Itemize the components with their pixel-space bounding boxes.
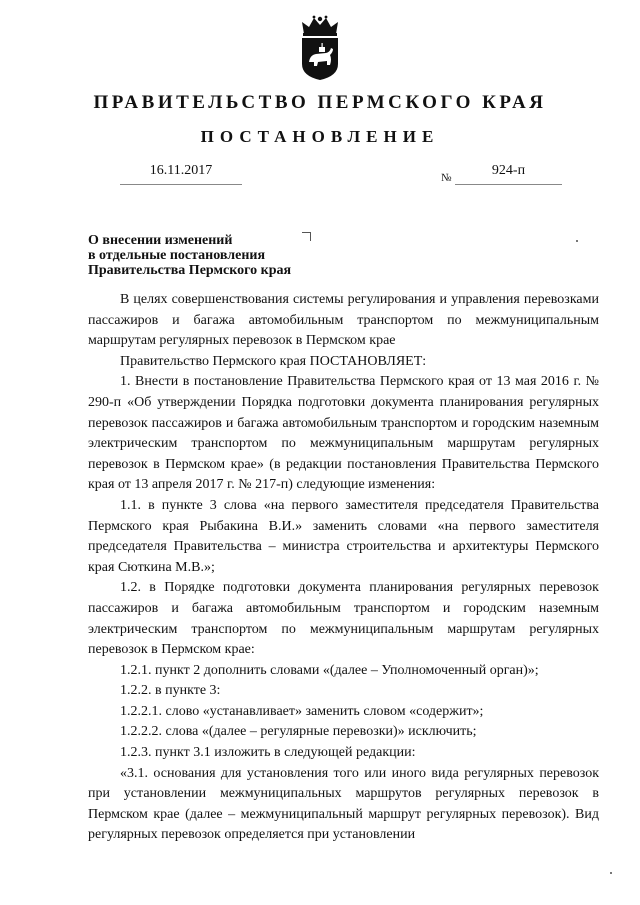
paragraph-item-1-2-3: 1.2.3. пункт 3.1 изложить в следующей редакции:: [120, 745, 416, 761]
stray-dot-mark: [576, 240, 578, 242]
paragraph-item-1-1: 1.1. в пункте 3 слова «на первого заместителя председателя Правительства Пермского края Рыбакина В.И.» заменить словами «на первого заместителя председателя Правительства – министра строительства и архитектуры Пермского края Сюткина М.В.»;: [88, 497, 599, 575]
document-subject: [88, 233, 348, 278]
subject-line: О внесении изменений: [88, 233, 233, 248]
document-number: 924-п: [491, 163, 526, 178]
date-underline: [120, 184, 242, 185]
stray-dot-mark: [610, 872, 612, 874]
number-underline: [455, 184, 562, 185]
document-type: ПОСТАНОВЛЕНИЕ: [200, 127, 440, 146]
perm-krai-coat-of-arms-icon: [296, 12, 344, 82]
number-sign: №: [441, 172, 452, 184]
subject-line: в отдельные постановления: [88, 248, 266, 263]
paragraph-item-1-2-2-2: 1.2.2.2. слова «(далее – регулярные перевозки)» исключить;: [120, 724, 477, 740]
paragraph-item-1-2-1: 1.2.1. пункт 2 дополнить словами «(далее – Уполномоченный орган)»;: [120, 662, 539, 678]
document-body: [88, 290, 599, 846]
paragraph-resolves: Правительство Пермского края ПОСТАНОВЛЯЕТ:: [120, 353, 427, 369]
document-date: 16.11.2017: [149, 163, 213, 178]
paragraph-item-3-1-quote: «3.1. основания для установления того или иного вида регулярных перевозок при установлении межмуниципальных маршрутов регулярных перевозок в Пермском крае (далее – межмуниципальный маршрут регулярных перевозок). Вид регулярных перевозок определяется при установлении: [88, 765, 599, 843]
paragraph-item-1-2-2-1: 1.2.2.1. слово «устанавливает» заменить словом «содержит»;: [120, 703, 484, 719]
paragraph-item-1-2: 1.2. в Порядке подготовки документа планирования регулярных перевозок пассажиров и багажа автомобильным транспортом и городским наземным электрическим транспортом по межмуниципальным маршрутам регулярных перевозок в Пермском крае:: [88, 580, 599, 658]
paragraph-item-1: 1. Внести в постановление Правительства Пермского края от 13 мая 2016 г. № 290-п «Об утверждении Порядка подготовки документа планирования регулярных перевозок пассажиров и багажа автомобильным транспортом и городским наземным электрическим транспортом по межмуниципальным маршрутам регулярных перевозок в Пермском крае» (в редакции постановления Правительства Пермского края от 13 апреля 2017 г. № 217-п) следующие изменения:: [88, 374, 599, 493]
subject-line: Правительства Пермского края: [88, 263, 292, 278]
government-title: ПРАВИТЕЛЬСТВО ПЕРМСКОГО КРАЯ: [93, 92, 547, 113]
paragraph-item-1-2-2: 1.2.2. в пункте 3:: [120, 683, 221, 699]
paragraph-preamble: В целях совершенствования системы регулирования и управления перевозками пассажиров и багажа автомобильным транспортом по межмуниципальным маршрутам регулярных перевозок в Пермском крае: [88, 292, 599, 349]
